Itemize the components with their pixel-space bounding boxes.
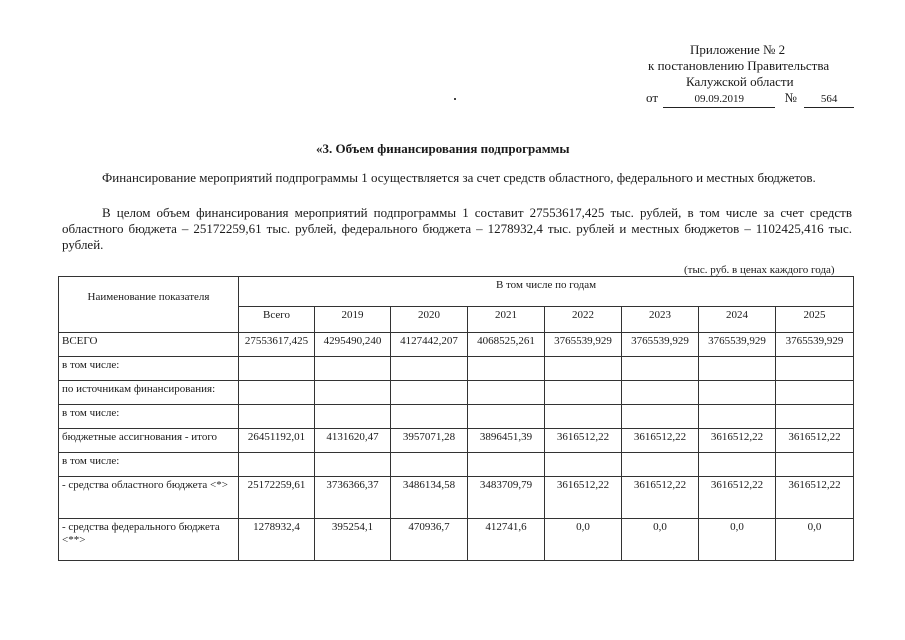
table-cell xyxy=(622,405,699,429)
table-cell xyxy=(545,381,622,405)
table-cell: 1278932,4 xyxy=(239,519,315,561)
column-header-total: Всего xyxy=(239,307,315,333)
table-row xyxy=(59,519,854,561)
table-cell: 412741,6 xyxy=(468,519,545,561)
table-cell xyxy=(239,357,315,381)
table-cell xyxy=(391,357,468,381)
appendix-resolution: к постановлению Правительства xyxy=(648,58,830,73)
column-header-2023: 2023 xyxy=(622,307,699,333)
paragraph-financing-total: В целом объем финансирования мероприятий подпрограммы 1 составит 27553617,425 тыс. рублей, в том числе за счет средств областного бюджета – 25172259,61 тыс. рублей, федерального бюджета – 1278932,4 тыс. рублей и местных бюджетов – 1102425,416 тыс. рублей. xyxy=(62,205,852,252)
table-cell xyxy=(315,405,391,429)
row-label: по источникам финансирования: xyxy=(59,381,239,405)
table-cell: 470936,7 xyxy=(391,519,468,561)
column-header-years-group: В том числе по годам xyxy=(239,277,854,307)
units-note: (тыс. руб. в ценах каждого года) xyxy=(684,264,835,276)
table-cell xyxy=(468,381,545,405)
appendix-date-line xyxy=(646,90,854,108)
table-cell: 3616512,22 xyxy=(622,429,699,453)
table-cell xyxy=(545,405,622,429)
section-title: «3. Объем финансирования подпрограммы xyxy=(316,141,570,156)
table-cell xyxy=(315,381,391,405)
scan-speck xyxy=(454,98,456,100)
table-cell xyxy=(622,381,699,405)
column-header-indicator: Наименование показателя xyxy=(59,277,239,333)
table-cell xyxy=(391,453,468,477)
table-row xyxy=(59,453,854,477)
table-cell xyxy=(622,357,699,381)
table-cell: 4131620,47 xyxy=(315,429,391,453)
table-cell xyxy=(699,357,776,381)
column-header-2022: 2022 xyxy=(545,307,622,333)
table-cell: 3736366,37 xyxy=(315,477,391,519)
table-cell: 0,0 xyxy=(622,519,699,561)
column-header-2025: 2025 xyxy=(776,307,854,333)
row-label: - средства областного бюджета <*> xyxy=(59,477,239,519)
table-cell xyxy=(315,453,391,477)
table-cell: 4068525,261 xyxy=(468,333,545,357)
column-header-2020: 2020 xyxy=(391,307,468,333)
table-cell: 3616512,22 xyxy=(545,477,622,519)
table-header-row xyxy=(59,277,854,307)
table-cell xyxy=(391,381,468,405)
table-cell xyxy=(545,453,622,477)
table-cell: 27553617,425 xyxy=(239,333,315,357)
number-label: № xyxy=(784,90,797,105)
table-cell xyxy=(239,453,315,477)
table-cell: 0,0 xyxy=(545,519,622,561)
table-cell xyxy=(776,405,854,429)
appendix-title: Приложение № 2 xyxy=(690,42,786,57)
table-cell: 3486134,58 xyxy=(391,477,468,519)
table-row xyxy=(59,405,854,429)
table-cell: 0,0 xyxy=(699,519,776,561)
row-label: бюджетные ассигнования - итого xyxy=(59,429,239,453)
table-row xyxy=(59,333,854,357)
appendix-region: Калужской области xyxy=(686,74,794,89)
table-cell: 3616512,22 xyxy=(699,477,776,519)
table-cell: 3896451,39 xyxy=(468,429,545,453)
table-cell xyxy=(699,453,776,477)
table-cell xyxy=(468,405,545,429)
resolution-date: 09.09.2019 xyxy=(663,91,775,108)
table-cell: 3765539,929 xyxy=(545,333,622,357)
table-cell: 3483709,79 xyxy=(468,477,545,519)
table-cell xyxy=(545,357,622,381)
table-cell: 4127442,207 xyxy=(391,333,468,357)
table-cell: 4295490,240 xyxy=(315,333,391,357)
row-label: в том числе: xyxy=(59,405,239,429)
row-label: в том числе: xyxy=(59,453,239,477)
table-cell xyxy=(468,357,545,381)
table-cell: 3616512,22 xyxy=(545,429,622,453)
row-label: в том числе: xyxy=(59,357,239,381)
financing-table xyxy=(58,276,854,561)
table-cell: 395254,1 xyxy=(315,519,391,561)
table-cell: 0,0 xyxy=(776,519,854,561)
resolution-number: 564 xyxy=(804,91,854,108)
table-cell xyxy=(239,405,315,429)
table-cell xyxy=(622,453,699,477)
from-label: от xyxy=(646,90,659,105)
table-cell xyxy=(315,357,391,381)
table-cell xyxy=(468,453,545,477)
table-cell: 3616512,22 xyxy=(776,477,854,519)
table-cell xyxy=(776,453,854,477)
table-cell: 3765539,929 xyxy=(699,333,776,357)
table-cell xyxy=(699,405,776,429)
table-cell xyxy=(699,381,776,405)
table-cell: 3616512,22 xyxy=(622,477,699,519)
table-row xyxy=(59,477,854,519)
table-cell xyxy=(391,405,468,429)
column-header-2019: 2019 xyxy=(315,307,391,333)
table-cell: 3957071,28 xyxy=(391,429,468,453)
table-cell xyxy=(776,357,854,381)
table-cell: 3616512,22 xyxy=(699,429,776,453)
table-cell xyxy=(776,381,854,405)
row-label: ВСЕГО xyxy=(59,333,239,357)
column-header-2021: 2021 xyxy=(468,307,545,333)
table-row xyxy=(59,429,854,453)
paragraph-financing-sources: Финансирование мероприятий подпрограммы 1 осуществляется за счет средств областного, федерального и местных бюджетов. xyxy=(102,170,816,185)
row-label: - средства федерального бюджета <**> xyxy=(59,519,239,561)
table-cell: 26451192,01 xyxy=(239,429,315,453)
column-header-2024: 2024 xyxy=(699,307,776,333)
table-cell xyxy=(239,381,315,405)
table-row xyxy=(59,381,854,405)
table-cell: 3616512,22 xyxy=(776,429,854,453)
table-cell: 25172259,61 xyxy=(239,477,315,519)
table-row xyxy=(59,357,854,381)
table-cell: 3765539,929 xyxy=(622,333,699,357)
table-cell: 3765539,929 xyxy=(776,333,854,357)
